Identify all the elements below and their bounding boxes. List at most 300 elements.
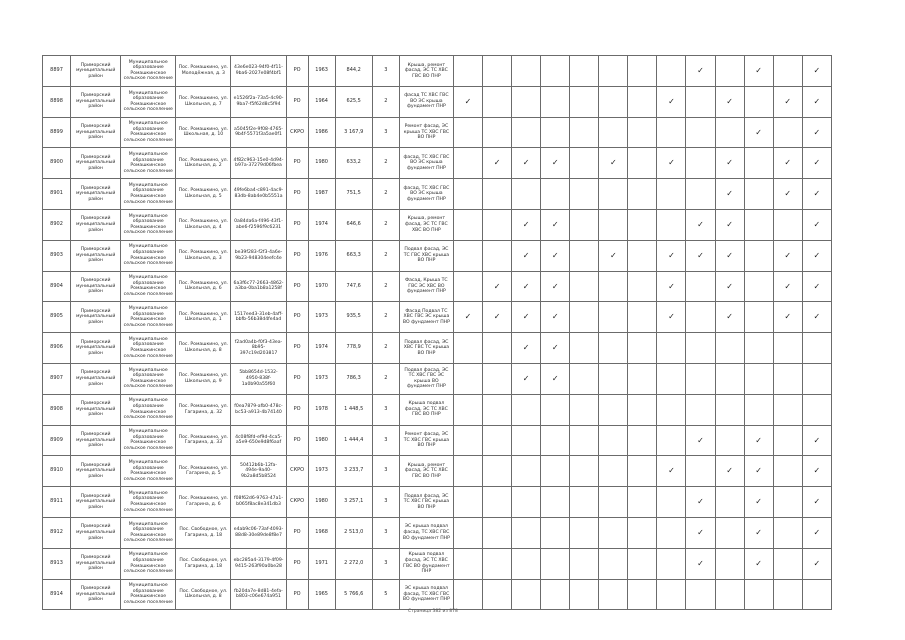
empty-work-cell bbox=[744, 394, 773, 425]
empty-work-cell bbox=[715, 425, 744, 456]
check-mark-icon: ✓ bbox=[744, 117, 773, 148]
check-mark-icon: ✓ bbox=[686, 425, 715, 456]
count-cell: 2 bbox=[372, 148, 399, 179]
check-mark-icon: ✓ bbox=[541, 148, 570, 179]
empty-work-cell bbox=[453, 271, 482, 302]
year-cell: 1968 bbox=[308, 517, 335, 548]
empty-work-cell bbox=[628, 117, 657, 148]
empty-work-cell bbox=[744, 333, 773, 364]
row-id-cell: 8913 bbox=[43, 548, 71, 579]
empty-work-cell bbox=[570, 579, 599, 610]
empty-work-cell bbox=[512, 56, 541, 87]
check-mark-icon: ✓ bbox=[802, 456, 831, 487]
empty-work-cell bbox=[570, 487, 599, 518]
area-cell: 663,3 bbox=[335, 240, 372, 271]
check-mark-icon: ✓ bbox=[715, 209, 744, 240]
empty-work-cell bbox=[570, 209, 599, 240]
empty-work-cell bbox=[453, 179, 482, 210]
count-cell: 2 bbox=[372, 179, 399, 210]
empty-work-cell bbox=[599, 548, 628, 579]
check-mark-icon: ✓ bbox=[686, 240, 715, 271]
check-mark-icon: ✓ bbox=[686, 487, 715, 518]
empty-work-cell bbox=[570, 333, 599, 364]
empty-work-cell bbox=[599, 394, 628, 425]
empty-work-cell bbox=[512, 487, 541, 518]
empty-work-cell bbox=[483, 394, 512, 425]
owner-cell: Муниципальное образование Ромашкинское сельское поселение bbox=[121, 333, 176, 364]
form-cell: РО bbox=[286, 302, 308, 333]
check-mark-icon: ✓ bbox=[802, 56, 831, 87]
empty-work-cell bbox=[744, 579, 773, 610]
owner-cell: Муниципальное образование Ромашкинское сельское поселение bbox=[121, 179, 176, 210]
empty-work-cell bbox=[483, 333, 512, 364]
empty-work-cell bbox=[541, 56, 570, 87]
empty-work-cell bbox=[512, 86, 541, 117]
empty-work-cell bbox=[744, 148, 773, 179]
count-cell: 3 bbox=[372, 548, 399, 579]
empty-work-cell bbox=[628, 302, 657, 333]
area-cell: 625,5 bbox=[335, 86, 372, 117]
uid-cell: f2ad0a4b-f0f3-43ea-8b95-397c19d203817 bbox=[231, 333, 286, 364]
empty-work-cell bbox=[744, 363, 773, 394]
empty-work-cell bbox=[453, 517, 482, 548]
table-row bbox=[43, 86, 832, 117]
area-cell: 751,5 bbox=[335, 179, 372, 210]
empty-work-cell bbox=[453, 487, 482, 518]
empty-work-cell bbox=[628, 394, 657, 425]
works-cell: Крыша, ремонт фасад, ЭС ТС ГВС ХВС ВО ПНР bbox=[399, 209, 453, 240]
empty-work-cell bbox=[686, 271, 715, 302]
count-cell: 2 bbox=[372, 271, 399, 302]
empty-work-cell bbox=[512, 179, 541, 210]
empty-work-cell bbox=[541, 517, 570, 548]
empty-work-cell bbox=[512, 517, 541, 548]
year-cell: 1974 bbox=[308, 333, 335, 364]
uid-cell: 49fe6ba4-c891-4ac9-83db-8ab4e0b5551a bbox=[231, 179, 286, 210]
empty-work-cell bbox=[570, 425, 599, 456]
works-cell: Фасад, Крыша ТС ГВС ЭС ХВС ВО фундамент ПНР bbox=[399, 271, 453, 302]
owner-cell: Муниципальное образование Ромашкинское сельское поселение bbox=[121, 240, 176, 271]
empty-work-cell bbox=[541, 86, 570, 117]
empty-work-cell bbox=[570, 302, 599, 333]
works-cell: фасад ТС ХВС ГВС ВО ЭС крыша фундамент ПНР bbox=[399, 86, 453, 117]
address-cell: Пос. Ромашкино, ул. Школьная, д. 5 bbox=[176, 179, 231, 210]
check-mark-icon: ✓ bbox=[744, 456, 773, 487]
count-cell: 2 bbox=[372, 302, 399, 333]
empty-work-cell bbox=[715, 363, 744, 394]
empty-work-cell bbox=[483, 425, 512, 456]
check-mark-icon: ✓ bbox=[541, 333, 570, 364]
district-cell: Приморский муниципальный район bbox=[71, 456, 121, 487]
table-row bbox=[43, 425, 832, 456]
area-cell: 786,3 bbox=[335, 363, 372, 394]
owner-cell: Муниципальное образование Ромашкинское сельское поселение bbox=[121, 117, 176, 148]
empty-work-cell bbox=[773, 56, 802, 87]
empty-work-cell bbox=[453, 148, 482, 179]
empty-work-cell bbox=[657, 579, 686, 610]
buildings-register-table bbox=[42, 55, 832, 610]
row-id-cell: 8907 bbox=[43, 363, 71, 394]
count-cell: 3 bbox=[372, 517, 399, 548]
empty-work-cell bbox=[483, 548, 512, 579]
form-cell: РО bbox=[286, 179, 308, 210]
empty-work-cell bbox=[483, 517, 512, 548]
owner-cell: Муниципальное образование Ромашкинское сельское поселение bbox=[121, 56, 176, 87]
count-cell: 3 bbox=[372, 394, 399, 425]
check-mark-icon: ✓ bbox=[802, 179, 831, 210]
empty-work-cell bbox=[657, 209, 686, 240]
register-body bbox=[43, 56, 832, 610]
table-row bbox=[43, 456, 832, 487]
empty-work-cell bbox=[657, 517, 686, 548]
check-mark-icon: ✓ bbox=[657, 302, 686, 333]
year-cell: 1978 bbox=[308, 394, 335, 425]
check-mark-icon: ✓ bbox=[453, 86, 482, 117]
year-cell: 1986 bbox=[308, 117, 335, 148]
form-cell: РО bbox=[286, 517, 308, 548]
works-cell: Фасад Подвал ТС ХВС ГВС ЭС крыша ВО фундамент ПНР bbox=[399, 302, 453, 333]
address-cell: Пос. Ромашкино, ул. Школьная, д. 9 bbox=[176, 363, 231, 394]
owner-cell: Муниципальное образование Ромашкинское сельское поселение bbox=[121, 394, 176, 425]
empty-work-cell bbox=[512, 456, 541, 487]
form-cell: РО bbox=[286, 86, 308, 117]
empty-work-cell bbox=[483, 240, 512, 271]
empty-work-cell bbox=[773, 117, 802, 148]
empty-work-cell bbox=[541, 487, 570, 518]
empty-work-cell bbox=[628, 517, 657, 548]
empty-work-cell bbox=[657, 487, 686, 518]
empty-work-cell bbox=[744, 86, 773, 117]
empty-work-cell bbox=[570, 117, 599, 148]
area-cell: 3 233,7 bbox=[335, 456, 372, 487]
empty-work-cell bbox=[599, 86, 628, 117]
empty-work-cell bbox=[541, 579, 570, 610]
count-cell: 2 bbox=[372, 86, 399, 117]
check-mark-icon: ✓ bbox=[744, 517, 773, 548]
check-mark-icon: ✓ bbox=[541, 209, 570, 240]
row-id-cell: 8910 bbox=[43, 456, 71, 487]
check-mark-icon: ✓ bbox=[715, 302, 744, 333]
empty-work-cell bbox=[773, 456, 802, 487]
address-cell: Пос. Ромашкино, ул. Школьная, д. 8 bbox=[176, 333, 231, 364]
district-cell: Приморский муниципальный район bbox=[71, 56, 121, 87]
empty-work-cell bbox=[628, 271, 657, 302]
empty-work-cell bbox=[453, 240, 482, 271]
check-mark-icon: ✓ bbox=[773, 240, 802, 271]
empty-work-cell bbox=[773, 487, 802, 518]
empty-work-cell bbox=[744, 240, 773, 271]
address-cell: Пос. Ромашкино, ул. Школьная, д. 7 bbox=[176, 86, 231, 117]
check-mark-icon: ✓ bbox=[715, 148, 744, 179]
area-cell: 2 513,0 bbox=[335, 517, 372, 548]
count-cell: 3 bbox=[372, 56, 399, 87]
empty-work-cell bbox=[744, 302, 773, 333]
empty-work-cell bbox=[453, 394, 482, 425]
district-cell: Приморский муниципальный район bbox=[71, 425, 121, 456]
empty-work-cell bbox=[483, 86, 512, 117]
owner-cell: Муниципальное образование Ромашкинское сельское поселение bbox=[121, 487, 176, 518]
empty-work-cell bbox=[453, 456, 482, 487]
empty-work-cell bbox=[541, 456, 570, 487]
row-id-cell: 8899 bbox=[43, 117, 71, 148]
works-cell: Ремонт фасад, ЭС ТС ХВС ГВС крыша ВО ПНР bbox=[399, 425, 453, 456]
empty-work-cell bbox=[657, 179, 686, 210]
check-mark-icon: ✓ bbox=[512, 209, 541, 240]
empty-work-cell bbox=[715, 56, 744, 87]
empty-work-cell bbox=[628, 86, 657, 117]
area-cell: 935,5 bbox=[335, 302, 372, 333]
works-cell: ЭС крыша подвал фасад, ТС ХВС ГВС ВО фундамент ПНР bbox=[399, 517, 453, 548]
row-id-cell: 8900 bbox=[43, 148, 71, 179]
empty-work-cell bbox=[599, 425, 628, 456]
empty-work-cell bbox=[599, 179, 628, 210]
area-cell: 1 444,4 bbox=[335, 425, 372, 456]
empty-work-cell bbox=[686, 456, 715, 487]
works-cell: Подвал фасад, ЭС ТС ГВС ХВС крыша ВО ПНР bbox=[399, 240, 453, 271]
address-cell: Пос. Свободное, ул. Гагарина, д. 18 bbox=[176, 548, 231, 579]
check-mark-icon: ✓ bbox=[657, 240, 686, 271]
district-cell: Приморский муниципальный район bbox=[71, 117, 121, 148]
empty-work-cell bbox=[541, 394, 570, 425]
check-mark-icon: ✓ bbox=[686, 209, 715, 240]
table-row bbox=[43, 56, 832, 87]
empty-work-cell bbox=[453, 117, 482, 148]
check-mark-icon: ✓ bbox=[512, 148, 541, 179]
empty-work-cell bbox=[802, 579, 831, 610]
empty-work-cell bbox=[483, 363, 512, 394]
address-cell: Пос. Ромашкино, ул. Школьная, д. 6 bbox=[176, 271, 231, 302]
empty-work-cell bbox=[570, 271, 599, 302]
address-cell: Пос. Ромашкино, ул. Школьная, д. 2 bbox=[176, 148, 231, 179]
count-cell: 2 bbox=[372, 209, 399, 240]
year-cell: 1974 bbox=[308, 209, 335, 240]
uid-cell: 43e6e023-94f0-4f11-9ba6-2027e08f4bf1 bbox=[231, 56, 286, 87]
check-mark-icon: ✓ bbox=[541, 363, 570, 394]
empty-work-cell bbox=[512, 425, 541, 456]
empty-work-cell bbox=[628, 456, 657, 487]
empty-work-cell bbox=[570, 148, 599, 179]
form-cell: РО bbox=[286, 209, 308, 240]
empty-work-cell bbox=[570, 394, 599, 425]
check-mark-icon: ✓ bbox=[802, 117, 831, 148]
check-mark-icon: ✓ bbox=[512, 363, 541, 394]
empty-work-cell bbox=[628, 209, 657, 240]
empty-work-cell bbox=[657, 548, 686, 579]
owner-cell: Муниципальное образование Ромашкинское сельское поселение bbox=[121, 425, 176, 456]
empty-work-cell bbox=[686, 333, 715, 364]
empty-work-cell bbox=[541, 179, 570, 210]
empty-work-cell bbox=[541, 548, 570, 579]
owner-cell: Муниципальное образование Ромашкинское сельское поселение bbox=[121, 579, 176, 610]
check-mark-icon: ✓ bbox=[686, 548, 715, 579]
form-cell: СКРО bbox=[286, 456, 308, 487]
year-cell: 1980 bbox=[308, 425, 335, 456]
check-mark-icon: ✓ bbox=[802, 271, 831, 302]
empty-work-cell bbox=[599, 302, 628, 333]
check-mark-icon: ✓ bbox=[715, 456, 744, 487]
district-cell: Приморский муниципальный район bbox=[71, 579, 121, 610]
form-cell: РО bbox=[286, 148, 308, 179]
table-row bbox=[43, 487, 832, 518]
empty-work-cell bbox=[715, 333, 744, 364]
empty-work-cell bbox=[628, 333, 657, 364]
area-cell: 2 272,0 bbox=[335, 548, 372, 579]
empty-work-cell bbox=[483, 456, 512, 487]
empty-work-cell bbox=[453, 209, 482, 240]
address-cell: Пос. Ромашкино, ул. Гагарина, д. 32 bbox=[176, 394, 231, 425]
table-row bbox=[43, 240, 832, 271]
check-mark-icon: ✓ bbox=[541, 240, 570, 271]
check-mark-icon: ✓ bbox=[802, 86, 831, 117]
empty-work-cell bbox=[453, 579, 482, 610]
check-mark-icon: ✓ bbox=[483, 302, 512, 333]
area-cell: 747,6 bbox=[335, 271, 372, 302]
check-mark-icon: ✓ bbox=[483, 148, 512, 179]
row-id-cell: 8906 bbox=[43, 333, 71, 364]
row-id-cell: 8911 bbox=[43, 487, 71, 518]
empty-work-cell bbox=[483, 487, 512, 518]
empty-work-cell bbox=[483, 117, 512, 148]
table-row bbox=[43, 517, 832, 548]
page-label: Страница 382 из 878 bbox=[408, 609, 458, 614]
empty-work-cell bbox=[773, 517, 802, 548]
address-cell: Пос. Ромашкино, ул. Школьная, д. 1 bbox=[176, 302, 231, 333]
check-mark-icon: ✓ bbox=[802, 517, 831, 548]
area-cell: 844,2 bbox=[335, 56, 372, 87]
empty-work-cell bbox=[802, 394, 831, 425]
empty-work-cell bbox=[483, 209, 512, 240]
owner-cell: Муниципальное образование Ромашкинское сельское поселение bbox=[121, 302, 176, 333]
check-mark-icon: ✓ bbox=[715, 271, 744, 302]
area-cell: 3 167,9 bbox=[335, 117, 372, 148]
row-id-cell: 8905 bbox=[43, 302, 71, 333]
row-id-cell: 8912 bbox=[43, 517, 71, 548]
uid-cell: 1517eed3-31eb-4aff-bbfb-56b38d4fe4ad bbox=[231, 302, 286, 333]
table-row bbox=[43, 394, 832, 425]
check-mark-icon: ✓ bbox=[802, 302, 831, 333]
district-cell: Приморский муниципальный район bbox=[71, 548, 121, 579]
address-cell: Пос. Ромашкино, ул. Молодёжная, д. 3 bbox=[176, 56, 231, 87]
empty-work-cell bbox=[570, 86, 599, 117]
empty-work-cell bbox=[453, 56, 482, 87]
area-cell: 633,2 bbox=[335, 148, 372, 179]
check-mark-icon: ✓ bbox=[802, 548, 831, 579]
count-cell: 2 bbox=[372, 363, 399, 394]
works-cell: Подвал фасад, ЭС ТС ХВС ГВС крыша ВО ПНР bbox=[399, 487, 453, 518]
empty-work-cell bbox=[657, 117, 686, 148]
works-cell: ЭС крыша подвал фасад, ТС ХВС ГВС ВО фундамент ПНР bbox=[399, 579, 453, 610]
check-mark-icon: ✓ bbox=[541, 302, 570, 333]
form-cell: РО bbox=[286, 548, 308, 579]
district-cell: Приморский муниципальный район bbox=[71, 271, 121, 302]
year-cell: 1987 bbox=[308, 179, 335, 210]
check-mark-icon: ✓ bbox=[453, 302, 482, 333]
owner-cell: Муниципальное образование Ромашкинское сельское поселение bbox=[121, 86, 176, 117]
empty-work-cell bbox=[686, 579, 715, 610]
empty-work-cell bbox=[483, 56, 512, 87]
area-cell: 778,9 bbox=[335, 333, 372, 364]
count-cell: 5 bbox=[372, 579, 399, 610]
empty-work-cell bbox=[657, 425, 686, 456]
form-cell: РО bbox=[286, 56, 308, 87]
works-cell: фасад, ТС ХВС ГВС ВО ЭС крыша фундамент ПНР bbox=[399, 148, 453, 179]
works-cell: фасад, ТС ХВС ГВС ВО ЭС крыша фундамент ПНР bbox=[399, 179, 453, 210]
empty-work-cell bbox=[657, 56, 686, 87]
empty-work-cell bbox=[773, 425, 802, 456]
empty-work-cell bbox=[773, 333, 802, 364]
check-mark-icon: ✓ bbox=[715, 179, 744, 210]
district-cell: Приморский муниципальный район bbox=[71, 86, 121, 117]
district-cell: Приморский муниципальный район bbox=[71, 302, 121, 333]
district-cell: Приморский муниципальный район bbox=[71, 394, 121, 425]
check-mark-icon: ✓ bbox=[599, 240, 628, 271]
row-id-cell: 8902 bbox=[43, 209, 71, 240]
check-mark-icon: ✓ bbox=[512, 271, 541, 302]
empty-work-cell bbox=[512, 117, 541, 148]
row-id-cell: 8901 bbox=[43, 179, 71, 210]
check-mark-icon: ✓ bbox=[512, 333, 541, 364]
empty-work-cell bbox=[453, 363, 482, 394]
empty-work-cell bbox=[570, 179, 599, 210]
empty-work-cell bbox=[599, 456, 628, 487]
empty-work-cell bbox=[744, 179, 773, 210]
owner-cell: Муниципальное образование Ромашкинское сельское поселение bbox=[121, 148, 176, 179]
row-id-cell: 8903 bbox=[43, 240, 71, 271]
row-id-cell: 8897 bbox=[43, 56, 71, 87]
district-cell: Приморский муниципальный район bbox=[71, 487, 121, 518]
empty-work-cell bbox=[512, 579, 541, 610]
district-cell: Приморский муниципальный район bbox=[71, 363, 121, 394]
empty-work-cell bbox=[715, 394, 744, 425]
check-mark-icon: ✓ bbox=[715, 240, 744, 271]
uid-cell: 4f82c963-15e0-4d94-b97a-37279d06fbea bbox=[231, 148, 286, 179]
table-row bbox=[43, 333, 832, 364]
check-mark-icon: ✓ bbox=[657, 456, 686, 487]
year-cell: 1973 bbox=[308, 456, 335, 487]
uid-cell: 6a3f6c77-2663-4862-a3ba-0ba1b8a1258f bbox=[231, 271, 286, 302]
empty-work-cell bbox=[570, 548, 599, 579]
count-cell: 3 bbox=[372, 425, 399, 456]
count-cell: 2 bbox=[372, 333, 399, 364]
check-mark-icon: ✓ bbox=[744, 548, 773, 579]
year-cell: 1980 bbox=[308, 487, 335, 518]
empty-work-cell bbox=[686, 117, 715, 148]
empty-work-cell bbox=[599, 209, 628, 240]
works-cell: Крыша, ремонт фасад, ЭС ТС ХВС ГВС ВО ПНР bbox=[399, 456, 453, 487]
empty-work-cell bbox=[599, 333, 628, 364]
empty-work-cell bbox=[715, 579, 744, 610]
check-mark-icon: ✓ bbox=[744, 425, 773, 456]
owner-cell: Муниципальное образование Ромашкинское сельское поселение bbox=[121, 271, 176, 302]
empty-work-cell bbox=[773, 579, 802, 610]
empty-work-cell bbox=[628, 56, 657, 87]
empty-work-cell bbox=[686, 302, 715, 333]
empty-work-cell bbox=[483, 579, 512, 610]
table-row bbox=[43, 579, 832, 610]
year-cell: 1976 bbox=[308, 240, 335, 271]
address-cell: Пос. Ромашкино, ул. Школьная, д. 4 bbox=[176, 209, 231, 240]
district-cell: Приморский муниципальный район bbox=[71, 240, 121, 271]
empty-work-cell bbox=[686, 148, 715, 179]
empty-work-cell bbox=[541, 425, 570, 456]
form-cell: РО bbox=[286, 333, 308, 364]
row-id-cell: 8904 bbox=[43, 271, 71, 302]
address-cell: Пос. Ромашкино, ул. Гагарина, д. 5 bbox=[176, 456, 231, 487]
uid-cell: be39f283-f2f3-4a6e-9b23-948304eefc4e bbox=[231, 240, 286, 271]
area-cell: 646,6 bbox=[335, 209, 372, 240]
check-mark-icon: ✓ bbox=[773, 271, 802, 302]
table-row bbox=[43, 271, 832, 302]
